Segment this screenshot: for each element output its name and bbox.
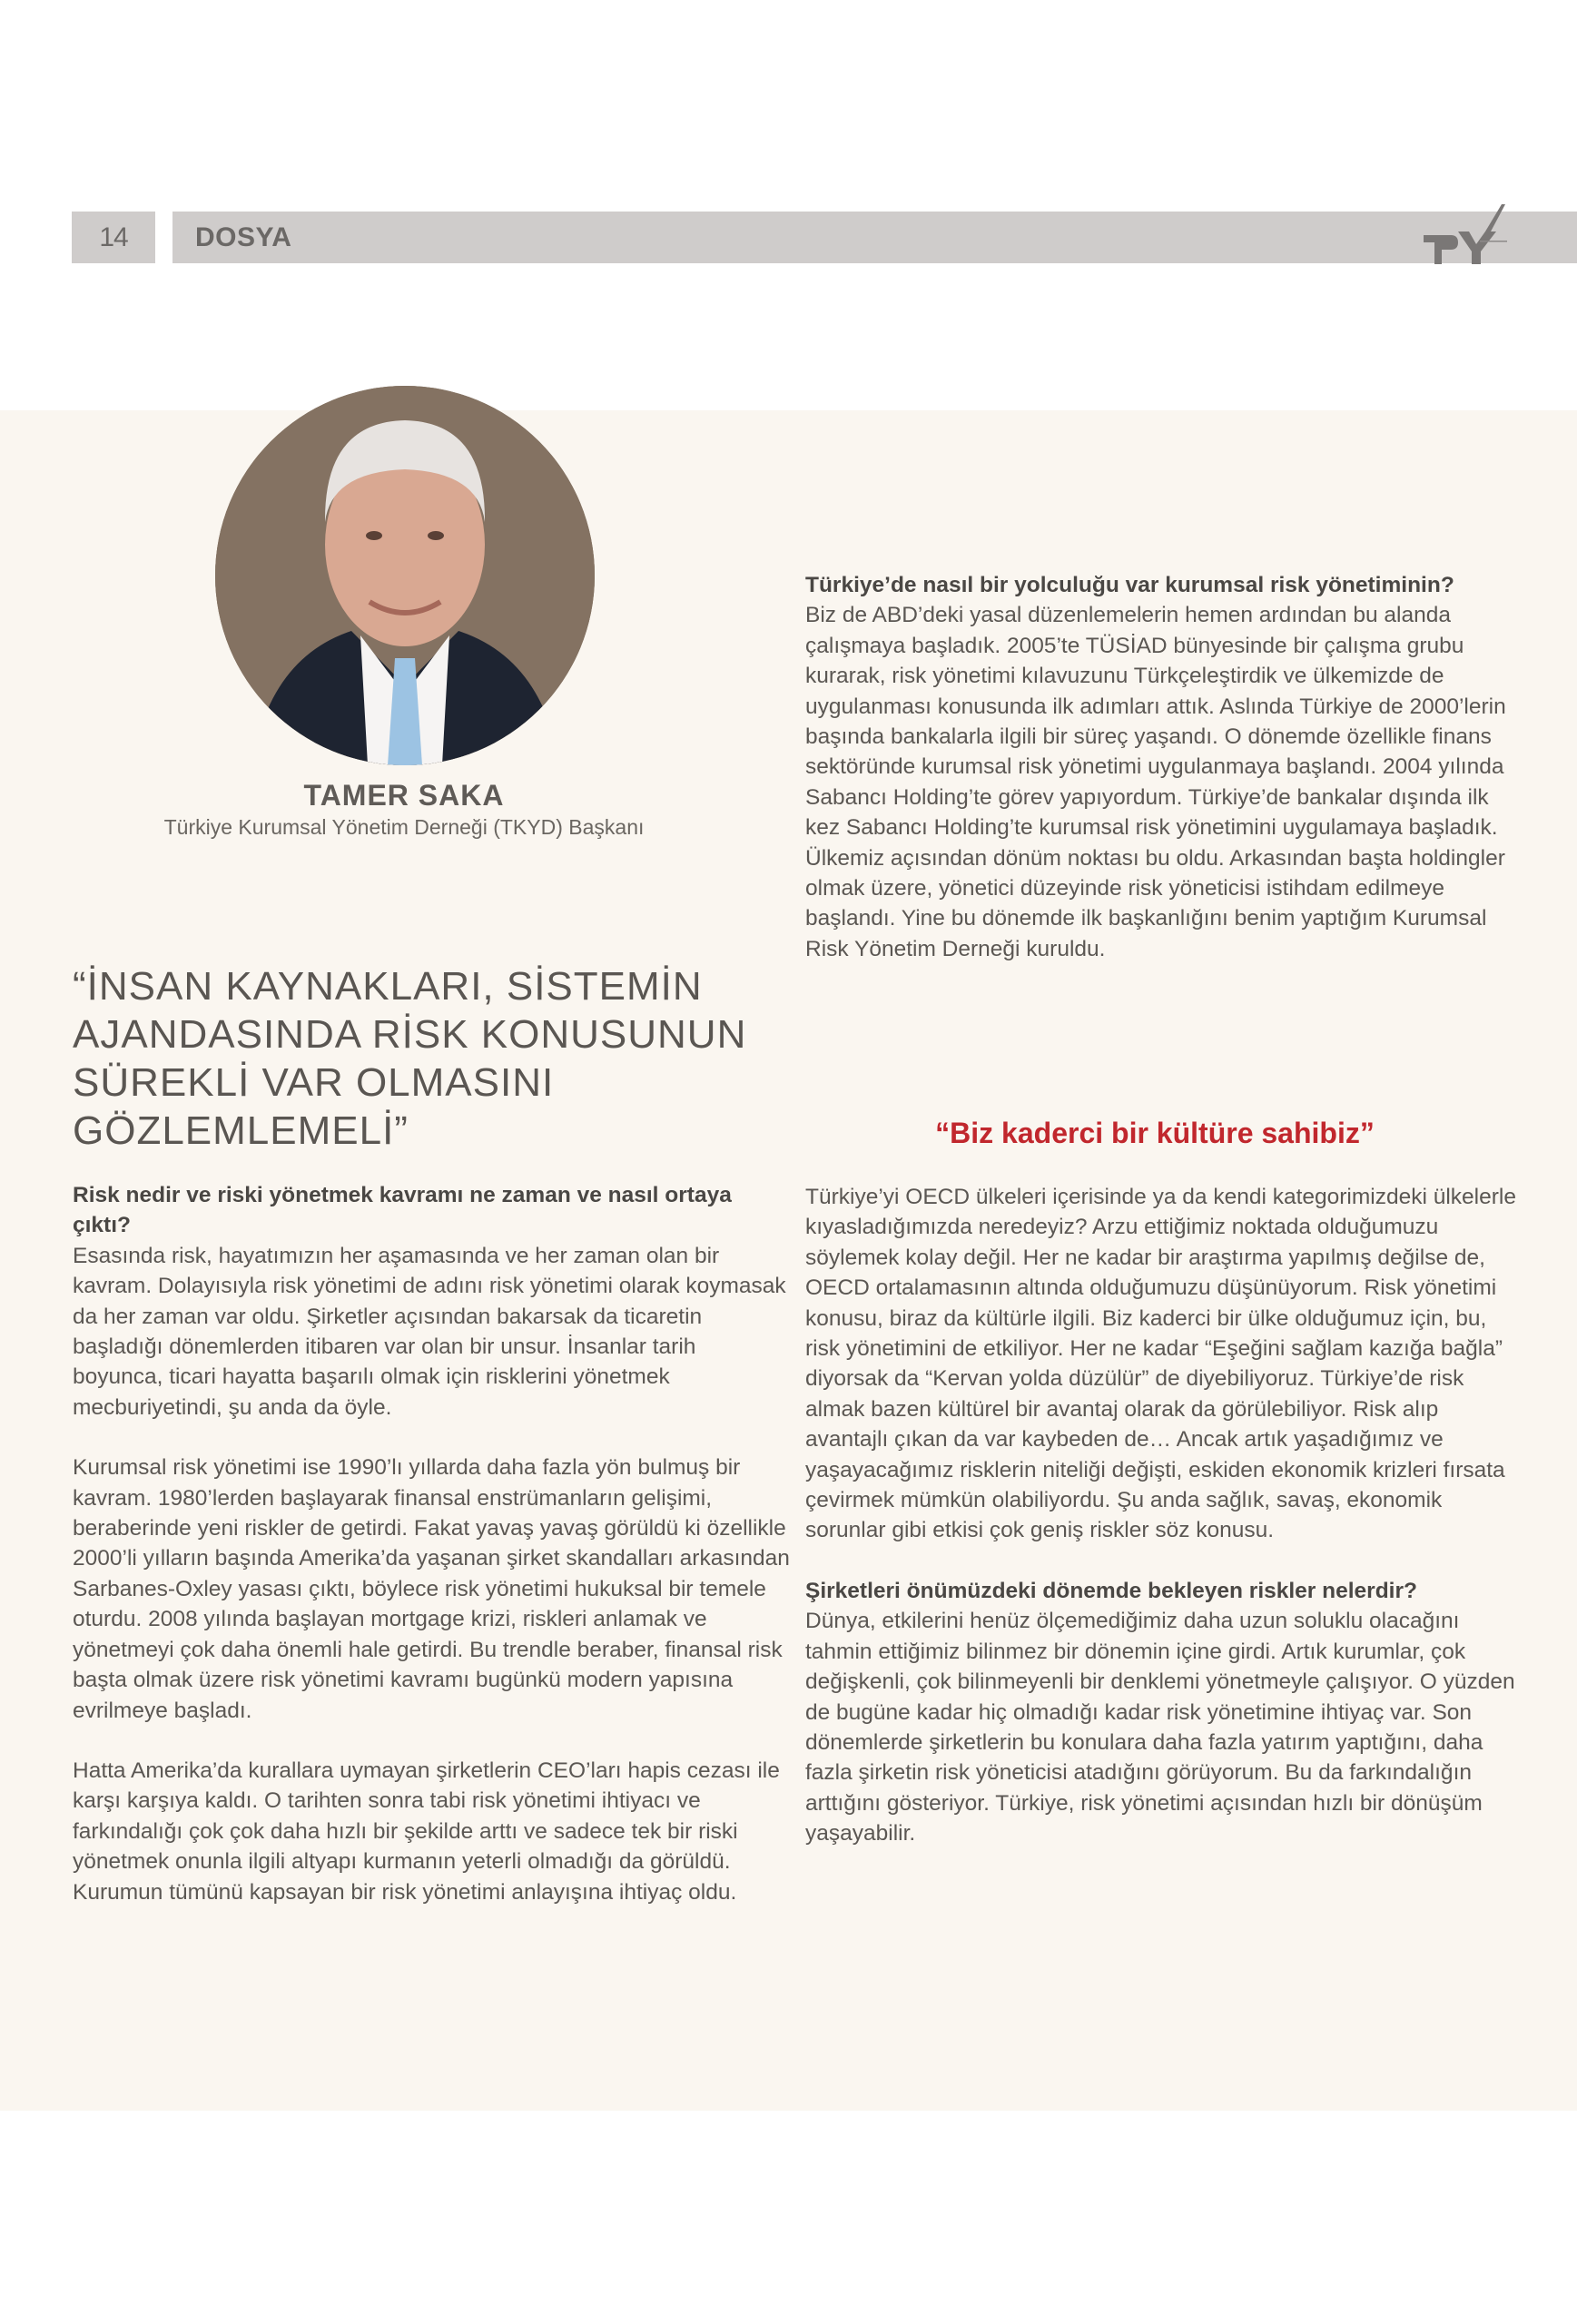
section-title: DOSYA bbox=[195, 222, 292, 252]
interviewee-role: Türkiye Kurumsal Yönetim Derneği (TKYD) Başkanı bbox=[163, 815, 645, 839]
question-heading: Risk nedir ve riski yönetmek kavramı ne zaman ve nasıl ortaya çıktı? bbox=[73, 1183, 732, 1238]
right-column-top bbox=[805, 570, 1523, 964]
page-number: 14 bbox=[72, 212, 155, 263]
left-column bbox=[73, 1180, 790, 1907]
body-paragraph: Kurumsal risk yönetimi ise 1990’lı yıllarda daha fazla yön bulmuş bir kavram. 1980’lerden başlayarak finansal enstrümanların gelişimi, beraberinde yeni riskler de getirdi. Fakat yavaş yavaş görüldü ki özellikle 2000’li yılların başında Amerika’da yaşanan şirket skandalları arkasından Sarbanes-Oxley yasası çıktı, böylece risk yönetimi hukuksal bir temele oturdu. 2008 yılında başlayan mortgage krizi, riskleri anlamak ve yönetmeyi çok daha önemli hale getirdi. Bu trendle beraber, finansal risk başta olmak üzere risk yönetimi kavramı bugünkü modern yapısına evrilmeye başladı. bbox=[73, 1455, 790, 1723]
question-heading: Türkiye’de nasıl bir yolculuğu var kurumsal risk yönetiminin? bbox=[805, 573, 1454, 597]
highlight-quote: “Biz kaderci bir kültüre sahibiz” bbox=[935, 1117, 1375, 1149]
profile-photo bbox=[215, 386, 595, 765]
question-heading: Şirketleri önümüzdeki dönemde bekleyen riskler nelerdir? bbox=[805, 1578, 1417, 1603]
page-header bbox=[0, 212, 1577, 263]
right-column-bottom bbox=[805, 1182, 1523, 1849]
section-bar bbox=[172, 212, 1577, 263]
body-paragraph: Türkiye’yi OECD ülkeleri içerisinde ya da kendi kategorimizdeki ülkelerle kıyasladığımızda neredeyiz? Arzu ettiğimiz noktada olduğumuzu söylemek kolay değil. Her ne kadar bir araştırma yapılmış değilse de, OECD ortalamasının altında olduğumuzu düşünüyorum. Risk yönetimi konusu, biraz da kültürle ilgili. Biz kaderci bir ülke olduğumuz için, bu, risk yönetimini de etkiliyor. Her ne kadar “Eşeğini sağlam kazığa bağla” diyorsak da “Kervan yolda düzülür” de diyebiliyoruz. Türkiye’de risk almak bazen kültürel bir avantaj olarak da görülebiliyor. Risk alıp avantajlı çıkan da var kaybeden de… Ancak artık yaşadığımız ve yaşayacağımız risklerin niteliği değişti, eskiden ekonomik krizleri fırsata çevirmek mümkün olabiliyordu. Şu anda sağlık, savaş, ekonomik sorunlar gibi etkisi çok geniş riskler söz konusu. bbox=[805, 1185, 1516, 1543]
portrait-image bbox=[215, 386, 595, 765]
interviewee-name: TAMER SAKA bbox=[303, 779, 505, 812]
answer-paragraph: Dünya, etkilerini henüz ölçemediğimiz daha uzun soluklu olacağını tahmin ettiğimiz bilinmez bir dönemin içine girdi. Artık kurumlar, çok değişkenli, çok bilinmeyenli bir denklemi yönetmeyle çalışıyor. O yüzden de bugüne kadar hiç olmadığı kadar risk yönetimine ihtiyaç var. Son dönemlerde şirketlerin bu konulara daha fazla yatırım yaptığını, daha fazla şirketin risk yöneticisi atadığını görüyorum. Bu da farkındalığın arttığını gösteriyor. Türkiye, risk yönetimi açısından hızlı bir dönüşüm yaşayabilir. bbox=[805, 1609, 1515, 1846]
answer-paragraph: Esasında risk, hayatımızın her aşamasında ve her zaman olan bir kavram. Dolayısıyla risk yönetimi de adını risk yönetimi olarak koymasak da her zaman var oldu. Şirketler açısından bakarsak da ticaretin başladığı dönemlerden itibaren var olan bir unsur. İnsanlar tarih boyunca, ticari hayatta başarılı olmak için risklerini yönetmek mecburiyetindi, şu anda da öyle. bbox=[73, 1243, 786, 1420]
body-paragraph: Hatta Amerika’da kurallara uymayan şirketlerin CEO’ları hapis cezası ile karşı karşıya kaldı. O tarihten sonra tabi risk yönetimi ihtiyacı ve farkındalığı çok çok daha hızlı bir şekilde arttı ve sadece tek bir riski yönetmek onunla ilgili altyapı kurmanın yeterli olmadığı da görüldü. Kurumun tümünü kapsayan bir risk yönetimi anlayışına ihtiyaç oldu. bbox=[73, 1758, 780, 1905]
answer-paragraph: Biz de ABD’deki yasal düzenlemelerin hemen ardından bu alanda çalışmaya başladık. 2005’te TÜSİAD bünyesinde bir çalışma grubu kurarak, risk yönetimi kılavuzunu Türkçeleştirdik ve ülkemizde de uygulanması konusunda ilk adımları attık. Aslında Türkiye de 2000’lerin başında bankalarla ilgili bir süreç yaşandı. O dönemde özellikle finans sektöründe kurumsal risk yönetimi uygulanmaya başlandı. 2004 yılında Sabancı Holding’te görev yapıyordum. Türkiye’de bankalar dışında ilk kez Sabancı Holding’te kurumsal risk yönetimini uygulamaya başladık. Ülkemiz açısından dönüm noktası bu oldu. Arkasından başta holdingler olmak üzere, yönetici düzeyinde risk yöneticisi istihdam edilmeye başlandı. Yine bu dönemde ilk başkanlığını benim yaptığım Kurumsal Risk Yönetim Derneği kuruldu. bbox=[805, 603, 1506, 961]
pull-quote: “İNSAN KAYNAKLARI, SİSTEMİN AJANDASINDA RİSK KONUSUNUN SÜREKLİ VAR OLMASINI GÖZLEMLEMELİ” bbox=[73, 964, 747, 1153]
magazine-logo-icon bbox=[1414, 204, 1514, 264]
